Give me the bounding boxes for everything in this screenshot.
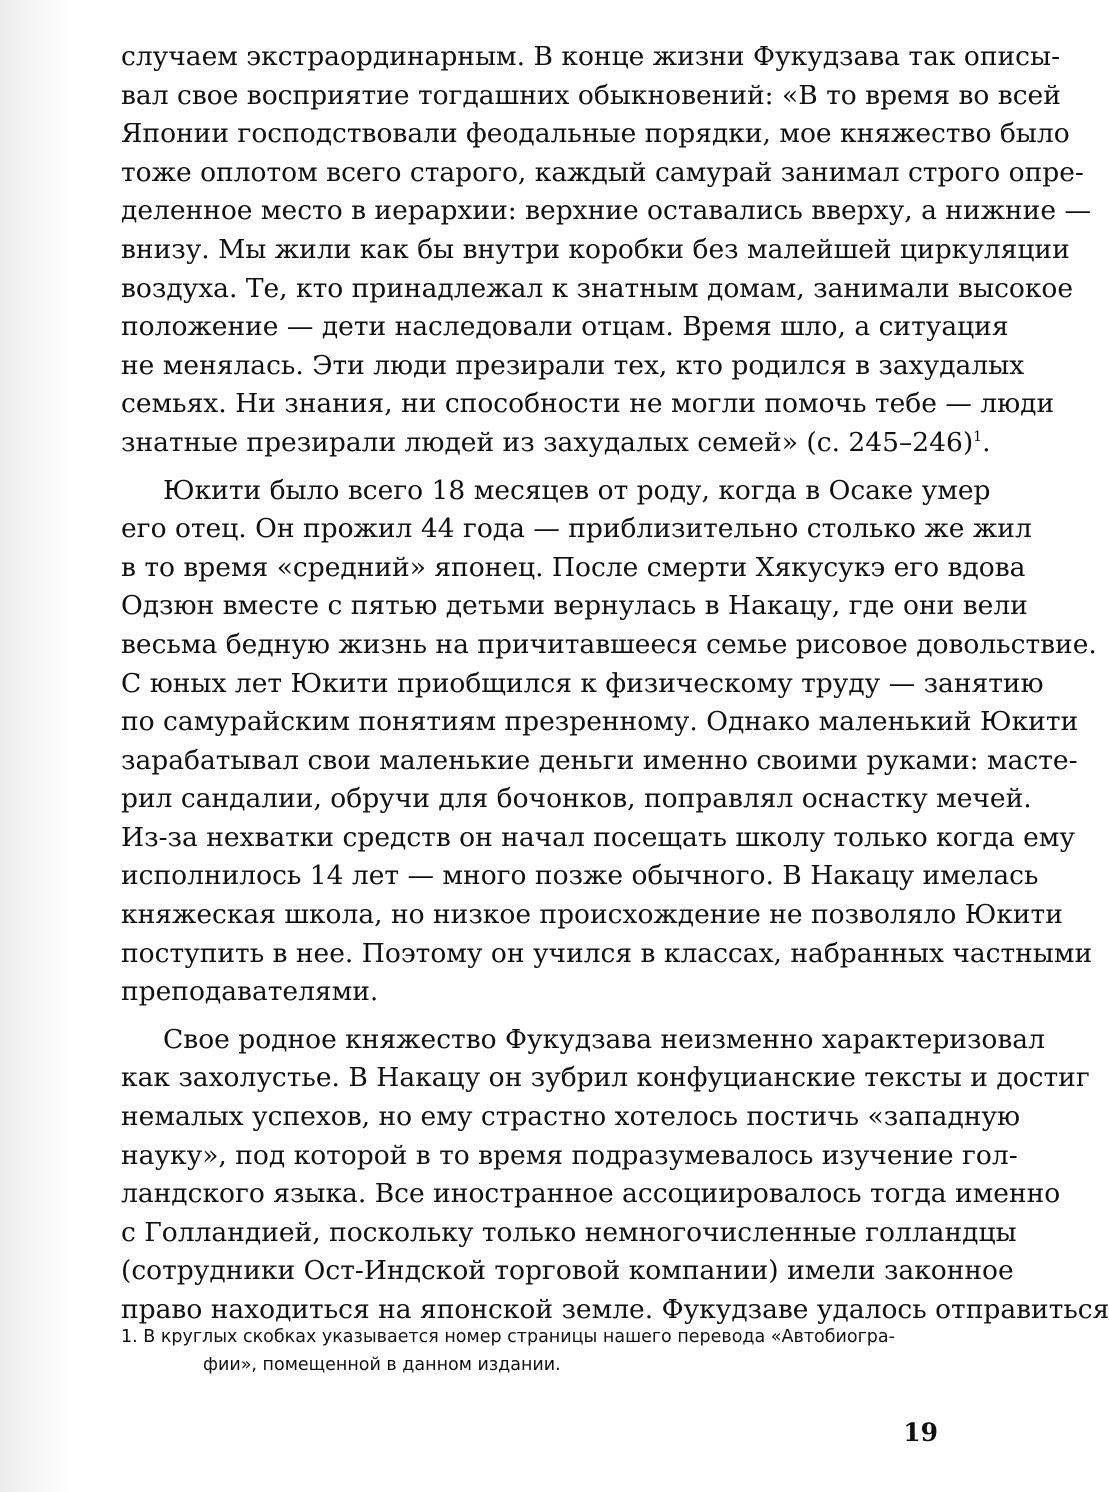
text-line: Японии господствовали феодальные порядки, мое княжество было [121,118,1070,150]
text-line: не менялась. Эти люди презирали тех, кто родился в захудалых [121,349,1025,381]
text-line: как захолустье. В Накацу он зубрил конфуцианские тексты и достиг [121,1062,1090,1094]
text-line: преподавателями. [121,976,379,1008]
text-line: Одзюн вместе с пятью детьми вернулась в Накацу, где они вели [121,590,1028,622]
text-line: внизу. Мы жили как бы внутри коробки без малейшей циркуляции [121,233,1070,265]
footnote-line: 1. В круглых скобках указывается номер страницы нашего перевода «Автобиогра- [121,1327,895,1347]
text-line: весьма бедную жизнь на причитавшееся семье рисовое довольствие. [121,628,1097,660]
text-line: в то время «средний» японец. После смерти Хякусукэ его вдова [121,551,1026,583]
page-number: 19 [903,1418,938,1447]
text-line: исполнилось 14 лет — много позже обычного. В Накацу имелась [121,860,1039,892]
text-line: по самурайским понятиям презренному. Однако маленький Юкити [121,706,1079,738]
text-line: немалых успехов, но ему страстно хотелось постичь «западную [121,1101,1021,1133]
text-line: Свое родное княжество Фукудзава неизменно характеризовал [163,1023,1045,1055]
text-line: (сотрудники Ост-Индской торговой компании) имели законное [121,1255,1014,1287]
text-line: случаем экстраординарным. В конце жизни Фукудзава так описы- [121,41,1061,72]
footnote-reference[interactable]: 1 [973,429,983,446]
text-line: знатные презирали людей из захудалых семей» (с. 245–246)$^1$. [121,426,991,458]
text-line: науку», под которой в то время подразумевалось изучение гол- [121,1139,1018,1171]
page-binding-shadow [0,0,70,1492]
text-line: Юкити было всего 18 месяцев от роду, когда в Осаке умер [163,474,991,506]
text-line: ландского языка. Все иностранное ассоциировалось тогда именно [121,1178,1061,1210]
text-line: вал свое восприятие тогдашних обыкновений: «В то время во всей [121,79,1061,111]
text-line: Из-за нехватки средств он начал посещать школу только когда ему [121,821,1075,853]
text-line: семьях. Ни знания, ни способности не могли помочь тебе — люди [121,388,1055,420]
text-line: деленное место в иерархии: верхние оставались вверху, а нижние — [121,195,1091,227]
text-line: право находиться на японской земле. Фукудзаве удалось отправиться [121,1294,1109,1325]
text-line: положение — дети наследовали отцам. Время шло, а ситуация [121,311,1009,343]
paragraph-2 [121,472,1097,1012]
paragraph-3 [121,1021,1109,1330]
text-line: зарабатывал свои маленькие деньги именно своими руками: масте- [121,744,1078,776]
text-line: княжеская школа, но низкое происхождение не позволяло Юкити [121,899,1063,931]
footnote-line: фии», помещенной в данном издании. [203,1355,561,1375]
main-text [121,38,1109,1330]
text-line: рил сандалии, обручи для бочонков, поправлял оснастку мечей. [121,783,1032,815]
text-line: С юных лет Юкити приобщился к физическому труду — занятию [121,667,1044,699]
paragraph-1 [121,38,1091,463]
text-line: поступить в нее. Поэтому он учился в классах, набранных частными [121,937,1093,969]
text-line: воздуха. Те, кто принадлежал к знатным домам, занимали высокое [121,272,1074,304]
footnote [121,1323,939,1379]
text-line: с Голландией, поскольку только немногочисленные голландцы [121,1216,1017,1248]
text-line: его отец. Он прожил 44 года — приблизительно столько же жил [121,513,1032,545]
text-line: тоже оплотом всего старого, каждый самурай занимал строго опре- [121,156,1084,188]
